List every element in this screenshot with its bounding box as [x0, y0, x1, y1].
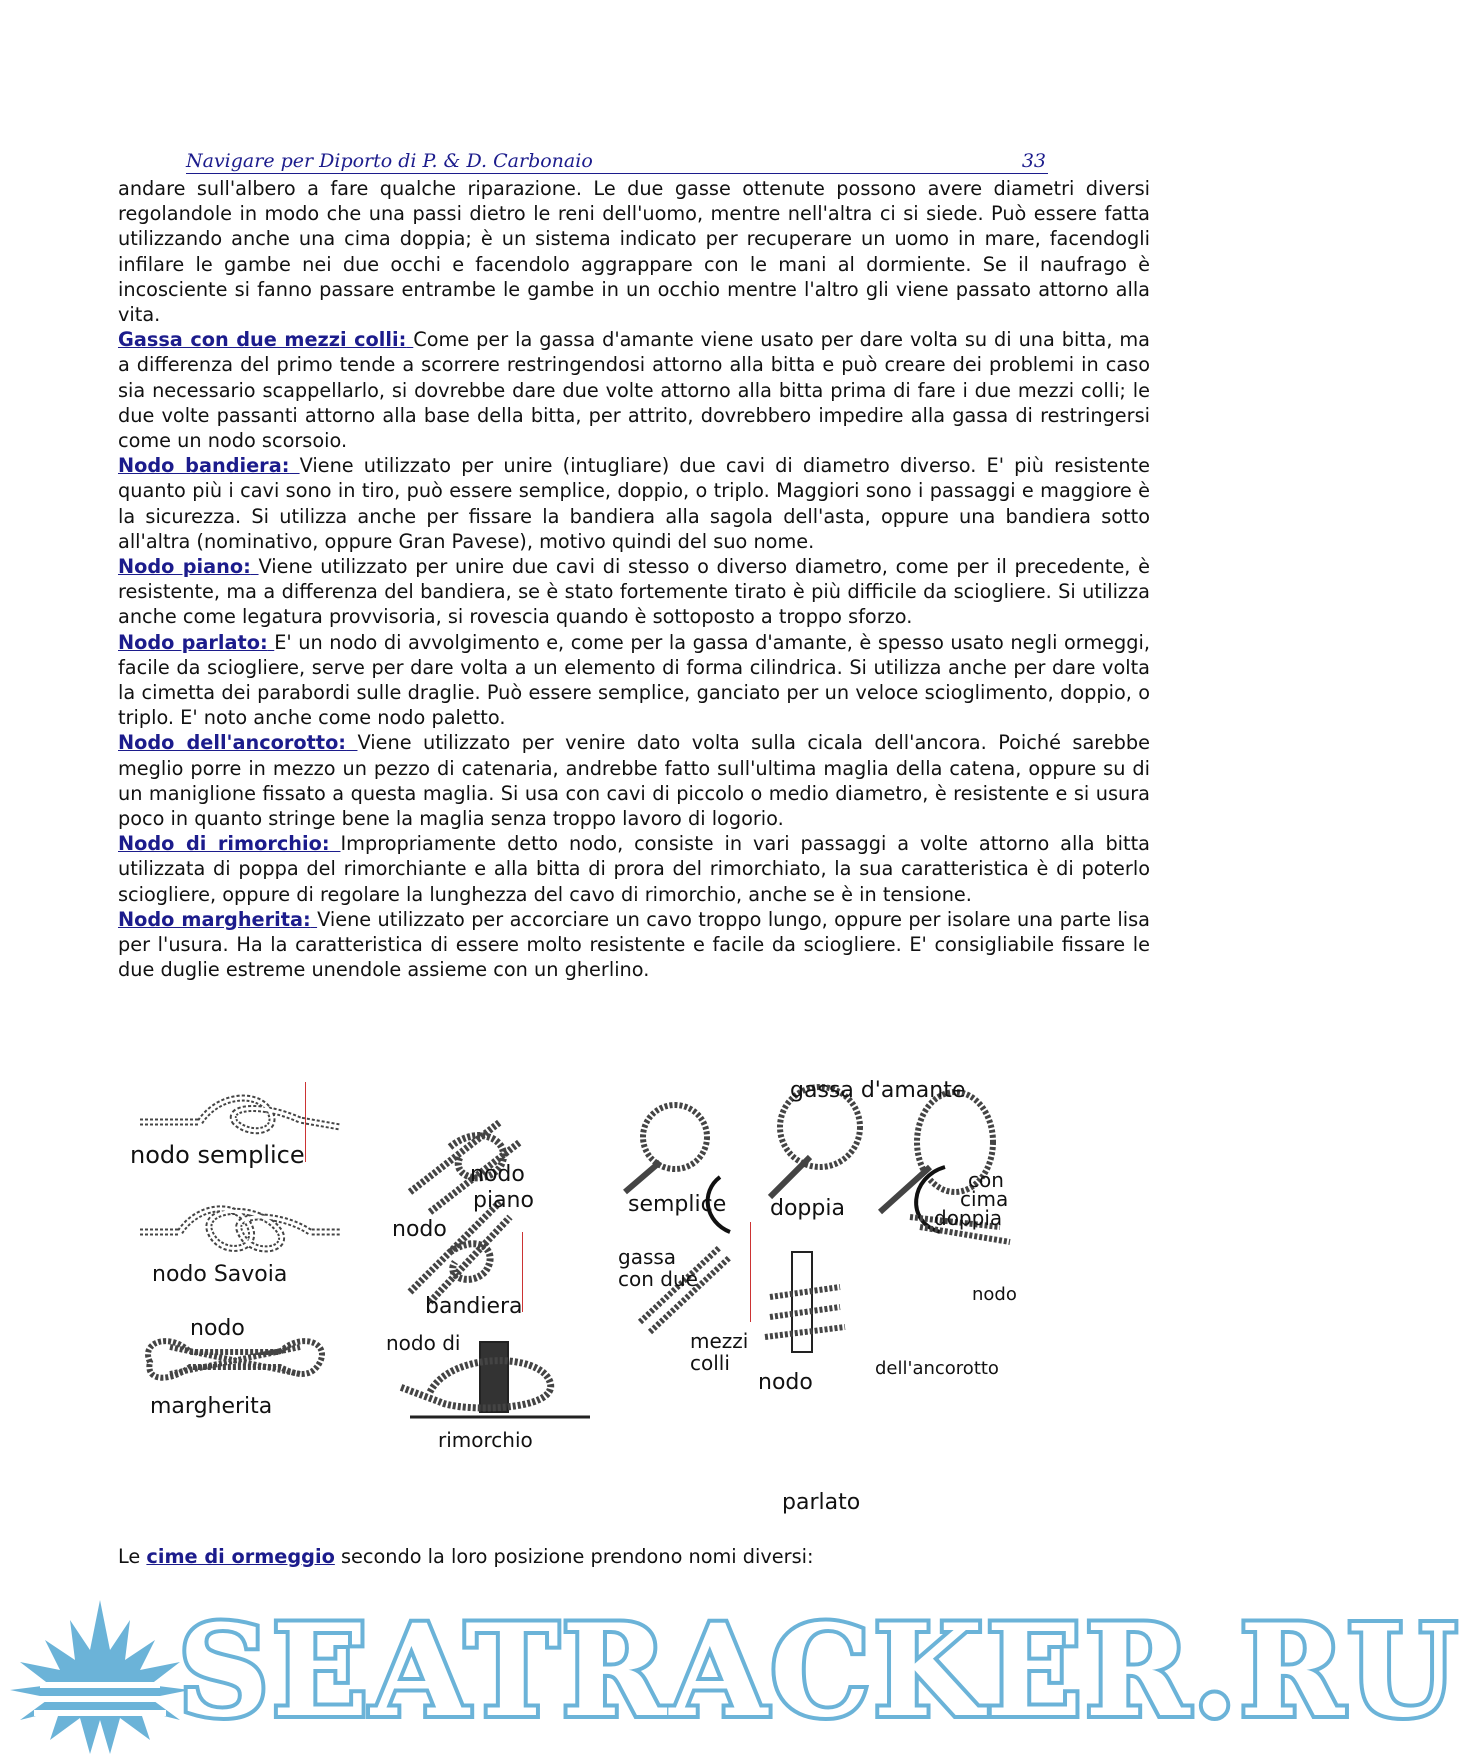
label-gassa-doppia: doppia — [770, 1196, 845, 1221]
label-colli-1: gassa — [618, 1245, 677, 1269]
label-margherita-2: margherita — [150, 1394, 273, 1419]
divider-line — [750, 1222, 751, 1322]
term-link[interactable]: Nodo bandiera: — [118, 454, 290, 478]
label-parlato-1: nodo — [758, 1370, 813, 1395]
paragraph-nodo-ancorotto — [118, 730, 1150, 831]
paragraph-nodo-piano — [118, 554, 1150, 630]
knot-margherita-drawing — [148, 1341, 322, 1378]
page-header — [186, 149, 1048, 174]
knot-semplice-drawing — [140, 1098, 340, 1131]
label-ancorotto-2: dell'ancorotto — [875, 1358, 999, 1379]
knot-savoia-drawing — [140, 1209, 340, 1249]
paragraph-body: E' un nodo di avvolgimento e, come per la gassa d'amante, è spesso usato negli ormeggi, facile da sciogliere, serve per dare volta a un elemento di forma cilindrica. Si utilizza anche per dare volta la cimetta dei parabordi sulle draglie. Può essere semplice, ganciato per un veloce scioglimento, doppio, o triplo. E' noto anche come nodo paletto. — [118, 630, 1150, 730]
page-number: 33 — [1021, 150, 1046, 172]
knots-illustration — [130, 1078, 1130, 1532]
paragraph-body: Viene utilizzato per venire dato volta sulla cicala dell'ancora. Poiché sarebbe meglio porre in mezzo un pezzo di catenaria, andrebbe fatto sull'ultima maglia della catena, oppure su di un maniglione fissato a questa maglia. Si usa con cavi di piccolo o medio diametro, è resistente e si usura poco in quanto stringe bene la maglia senza troppo lavoro di logorio. — [118, 731, 1150, 831]
closing-suffix: secondo la loro posizione prendono nomi diversi: — [340, 1545, 814, 1568]
term-link[interactable]: Nodo piano: — [118, 555, 251, 579]
label-bandiera-2: bandiera — [425, 1294, 523, 1319]
label-gassa-title: gassa d'amante — [790, 1078, 966, 1103]
term-link[interactable]: Gassa con due mezzi colli: — [118, 328, 407, 352]
closing-line — [118, 1545, 813, 1568]
cime-di-ormeggio-link[interactable]: cime di ormeggio — [146, 1545, 335, 1568]
paragraph-nodo-rimorchio — [118, 831, 1150, 907]
term-link[interactable]: Nodo parlato: — [118, 630, 268, 654]
closing-prefix: Le — [118, 1545, 141, 1568]
paragraph-body: Viene utilizzato per unire (intugliare) due cavi di diametro diverso. E' più resistente quanto più i cavi sono in tiro, può essere semplice, doppio, o triplo. Maggiori sono i passaggi e maggiore è la sicurezza. Si utilizza anche per fissare la bandiera alla sagola dell'asta, oppure una bandiera sotto all'altra (nominativo, oppure Gran Pavese), motivo quindi del suo nome. — [118, 454, 1150, 553]
body-text — [118, 176, 1150, 983]
paragraph-gassa-due-mezzi-colli — [118, 327, 1150, 453]
header-title: Navigare per Diporto di P. & D. Carbonaio — [186, 150, 593, 172]
term-link[interactable]: Nodo margherita: — [118, 907, 311, 931]
paragraph-body: Viene utilizzato per unire due cavi di stesso o diverso diametro, come per il precedente, è resistente, ma a differenza del bandiera, se è stato fortemente tirato è più difficile da sciogliere. Si utilizza anche come legatura provvisoria, si rovescia quando è sottoposto a troppo sforzo. — [118, 555, 1150, 629]
paragraph-body: Viene utilizzato per accorciare un cavo troppo lungo, oppure per isolare una parte lisa per l'usura. Ha la caratteristica di essere molto resistente e facile da sciogliere. E' consigliabile fissare le due duglie estreme unendole assieme con un gherlino. — [118, 907, 1150, 982]
label-rimorchio-2: rimorchio — [438, 1428, 533, 1452]
paragraph-nodo-bandiera — [118, 453, 1150, 554]
term-link[interactable]: Nodo di rimorchio: — [118, 832, 330, 856]
paragraph-nodo-margherita — [118, 907, 1150, 983]
divider-line — [305, 1082, 306, 1162]
watermark-text: SEATRACKER.RU — [178, 1597, 1460, 1745]
paragraph-body: Impropriamente detto nodo, consiste in vari passaggi a volte attorno alla bitta utilizzata di poppa del rimorchiante e alla bitta di prora del rimorchiato, la sua caratteristica è di poterlo sciogliere, oppure di regolare la lunghezza del cavo di rimorchio, anche se è in tensione. — [118, 832, 1150, 906]
term-link[interactable]: Nodo dell'ancorotto: — [118, 731, 347, 755]
label-ancorotto-1: nodo — [972, 1284, 1017, 1305]
label-gassa-semplice: semplice — [628, 1192, 727, 1217]
label-rimorchio-1: nodo di — [386, 1331, 461, 1355]
paragraph-body: Come per la gassa d'amante viene usato per dare volta su di una bitta, ma a differenza del primo tende a scorrere restringendosi attorno alla bitta e può creare dei problemi in caso sia necessario scappellarlo, si dovrebbe dare due volte attorno alla bitta prima di fare i due mezzi colli; le due volte passanti attorno alla base della bitta, per attrito, dovrebbero impedire alla gassa di restringersi come un nodo scorsoio. — [118, 328, 1150, 453]
label-gassa-cima-1: con — [968, 1168, 1004, 1192]
label-gassa-cima-2: cima — [960, 1187, 1009, 1211]
label-parlato-2: parlato — [782, 1490, 861, 1515]
label-colli-2: con due — [618, 1267, 698, 1291]
label-colli-3: mezzi — [690, 1329, 749, 1353]
intro-paragraph: andare sull'albero a fare qualche riparazione. Le due gasse ottenute possono avere diametri diversi regolandole in modo che una passi dietro le reni dell'uomo, mentre nell'altra ci si siede. Può essere fatta utilizzando anche una cima doppia; è un sistema indicato per recuperare un uomo in mare, facendogli infilare le gambe nei due occhi e facendolo aggrappare con le mani al dormiente. Se il naufrago è incosciente si fanno passare entrambe le gambe in un occhio mentre l'altro gli viene passato attorno alla vita. — [118, 177, 1150, 327]
label-nodo-semplice: nodo semplice — [130, 1141, 305, 1169]
label-margherita-1: nodo — [190, 1316, 245, 1341]
label-bandiera-1: nodo — [392, 1217, 447, 1242]
label-gassa-cima-3: doppia — [934, 1206, 1003, 1230]
paragraph-nodo-parlato — [118, 630, 1150, 731]
label-piano-2: piano — [473, 1188, 534, 1213]
knot-parlato-drawing — [765, 1252, 845, 1352]
label-piano-1: nodo — [470, 1162, 525, 1187]
label-nodo-savoia: nodo Savoia — [152, 1262, 288, 1287]
label-colli-4: colli — [690, 1351, 730, 1375]
